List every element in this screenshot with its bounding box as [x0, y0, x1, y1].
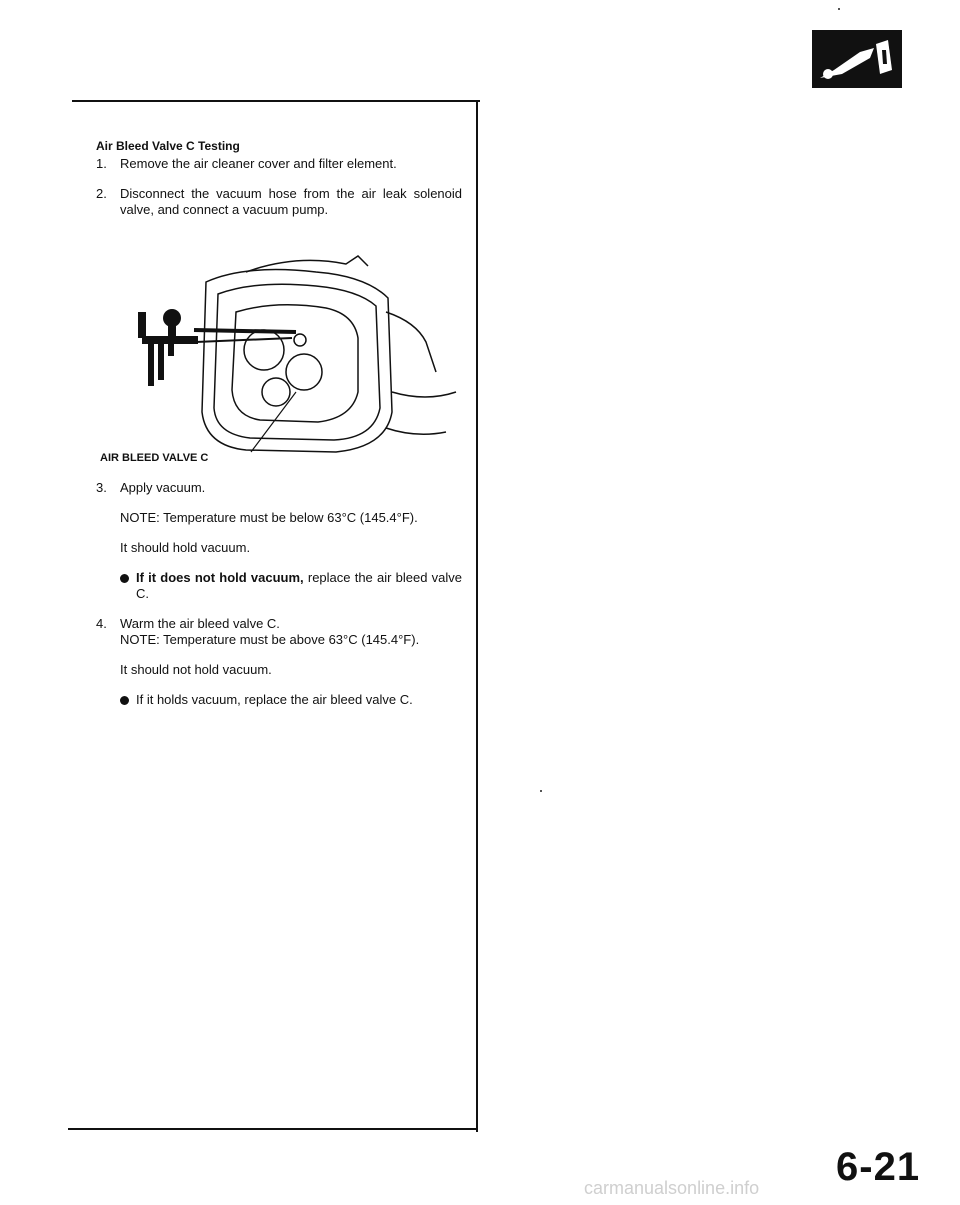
step-text: Disconnect the vacuum hose from the air leak solenoid valve, and connect a vacuum pump. [120, 186, 462, 217]
step-4-bullet [120, 692, 462, 708]
figure-label: AIR BLEED VALVE C [100, 452, 209, 464]
bullet-text [136, 570, 462, 602]
step-2 [96, 186, 462, 218]
bullet-icon [120, 696, 129, 705]
step-number: 2. [96, 186, 107, 201]
step-number: 3. [96, 480, 107, 495]
bullet-icon [120, 574, 129, 583]
bottom-rule [68, 1128, 478, 1130]
page-number: 6-21 [836, 1145, 921, 1189]
scan-speck [540, 790, 542, 792]
step-number: 1. [96, 156, 107, 171]
top-rule [72, 100, 480, 102]
right-rule [476, 100, 478, 1132]
watermark: carmanualsonline.info [584, 1178, 760, 1198]
step-3-bullet [120, 570, 462, 602]
air-bleed-valve-illustration [96, 242, 466, 472]
step-1 [96, 156, 462, 172]
bullet-bold-text: If it does not hold vacuum, [136, 570, 304, 585]
section-title: Air Bleed Valve C Testing [96, 139, 240, 153]
fuel-section-icon [812, 30, 902, 88]
step-4-note: NOTE: Temperature must be above 63°C (145.4°F). [120, 632, 420, 647]
scan-speck [838, 8, 840, 10]
step-text: Apply vacuum. [120, 480, 206, 495]
bullet-rest-text: replace the air bleed valve C. [136, 570, 463, 601]
step-number: 4. [96, 616, 107, 631]
step-4-result: It should not hold vacuum. [120, 662, 272, 677]
step-3-result: It should hold vacuum. [120, 540, 251, 555]
step-text: Warm the air bleed valve C. [120, 616, 280, 631]
step-3-note: NOTE: Temperature must be below 63°C (145.4°F). [120, 510, 418, 525]
step-4 [96, 616, 462, 632]
bullet-text: If it holds vacuum, replace the air bleed valve C. [136, 692, 413, 707]
step-text: Remove the air cleaner cover and filter element. [120, 156, 397, 171]
step-3 [96, 480, 462, 496]
